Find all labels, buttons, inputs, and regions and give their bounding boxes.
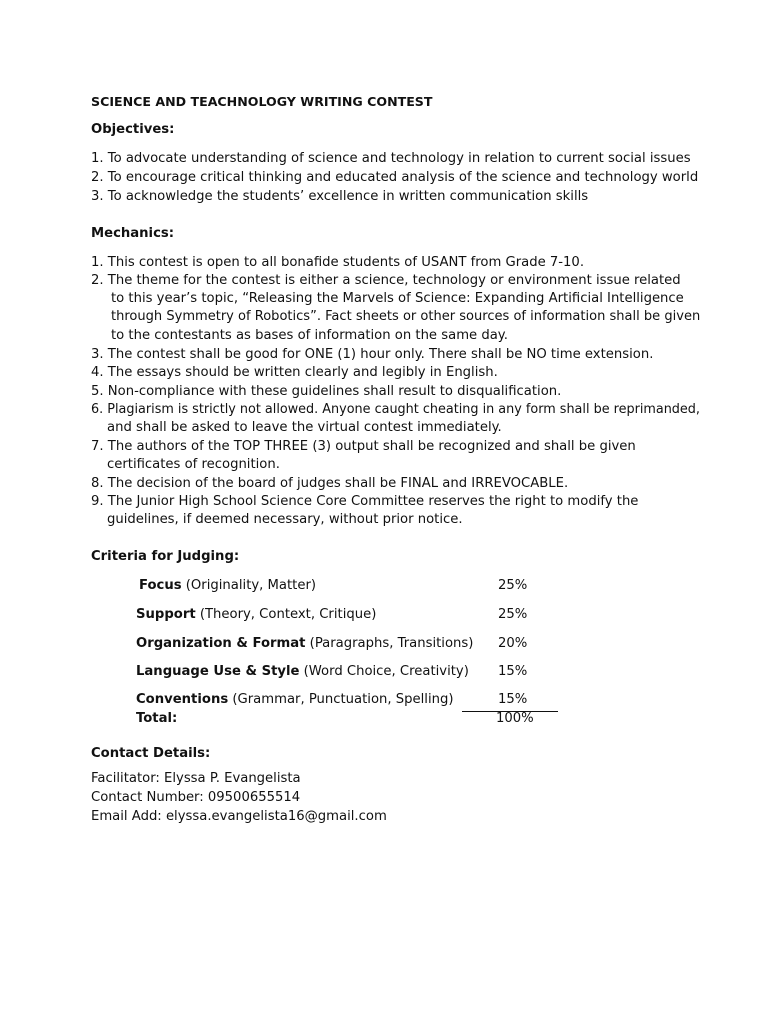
criteria-row bbox=[136, 606, 376, 624]
criteria-weight: 25% bbox=[498, 607, 528, 622]
criteria-weight: 20% bbox=[498, 636, 528, 651]
mechanics-line: through Symmetry of Robotics”. Fact sheets or other sources of information shall be given bbox=[111, 309, 701, 324]
criteria-weight: 15% bbox=[498, 664, 528, 679]
criteria-detail: (Word Choice, Creativity) bbox=[299, 664, 469, 679]
contact-email: Email Add: elyssa.evangelista16@gmail.com bbox=[91, 809, 387, 824]
mechanics-heading: Mechanics: bbox=[91, 226, 175, 241]
objectives-heading: Objectives: bbox=[91, 122, 175, 137]
mechanics-line: 7. The authors of the TOP THREE (3) output shall be recognized and shall be given bbox=[91, 439, 636, 454]
contact-facilitator: Facilitator: Elyssa P. Evangelista bbox=[91, 771, 301, 786]
contact-number: Contact Number: 09500655514 bbox=[91, 790, 301, 805]
criteria-weight: 25% bbox=[498, 578, 528, 593]
mechanics-line: 1. This contest is open to all bonafide students of USANT from Grade 7-10. bbox=[91, 255, 585, 270]
mechanics-line: to this year’s topic, “Releasing the Marvels of Science: Expanding Artificial Intelligence bbox=[111, 291, 684, 306]
criteria-row bbox=[136, 691, 454, 709]
document-title: SCIENCE AND TEACHNOLOGY WRITING CONTEST bbox=[91, 94, 433, 109]
mechanics-line: 5. Non-compliance with these guidelines shall result to disqualification. bbox=[91, 384, 562, 399]
criteria-name: Organization & Format bbox=[136, 636, 306, 651]
criteria-row bbox=[139, 577, 316, 595]
criteria-detail: (Paragraphs, Transitions) bbox=[305, 636, 474, 651]
mechanics-line: guidelines, if deemed necessary, without prior notice. bbox=[107, 512, 463, 527]
mechanics-line: 4. The essays should be written clearly and legibly in English. bbox=[91, 365, 498, 380]
criteria-row bbox=[136, 663, 469, 681]
objective-item: 1. To advocate understanding of science and technology in relation to current social issues bbox=[91, 151, 691, 166]
criteria-heading: Criteria for Judging: bbox=[91, 549, 240, 564]
criteria-name: Support bbox=[136, 607, 196, 622]
mechanics-line: 8. The decision of the board of judges shall be FINAL and IRREVOCABLE. bbox=[91, 476, 569, 491]
criteria-name: Focus bbox=[139, 578, 182, 593]
criteria-name: Conventions bbox=[136, 692, 229, 707]
mechanics-line: 9. The Junior High School Science Core Committee reserves the right to modify the bbox=[91, 494, 639, 509]
criteria-detail: (Originality, Matter) bbox=[181, 578, 317, 593]
criteria-detail: (Theory, Context, Critique) bbox=[195, 607, 377, 622]
mechanics-line: 6. Plagiarism is strictly not allowed. Anyone caught cheating in any form shall be reprimanded, bbox=[91, 402, 700, 417]
mechanics-line: 2. The theme for the contest is either a science, technology or environment issue related bbox=[91, 273, 681, 288]
criteria-total-value: 100% bbox=[496, 711, 534, 726]
mechanics-line: and shall be asked to leave the virtual contest immediately. bbox=[107, 420, 502, 435]
objective-item: 3. To acknowledge the students’ excellence in written communication skills bbox=[91, 189, 589, 204]
criteria-row bbox=[136, 635, 473, 653]
objective-item: 2. To encourage critical thinking and educated analysis of the science and technology world bbox=[91, 170, 699, 185]
criteria-name: Language Use & Style bbox=[136, 664, 300, 679]
criteria-weight: 15% bbox=[498, 692, 528, 707]
criteria-total-label: Total: bbox=[136, 711, 178, 726]
mechanics-line: to the contestants as bases of information on the same day. bbox=[111, 328, 508, 343]
mechanics-line: certificates of recognition. bbox=[107, 457, 280, 472]
criteria-detail: (Grammar, Punctuation, Spelling) bbox=[228, 692, 454, 707]
contact-heading: Contact Details: bbox=[91, 746, 211, 761]
mechanics-line: 3. The contest shall be good for ONE (1) hour only. There shall be NO time extension. bbox=[91, 347, 654, 362]
